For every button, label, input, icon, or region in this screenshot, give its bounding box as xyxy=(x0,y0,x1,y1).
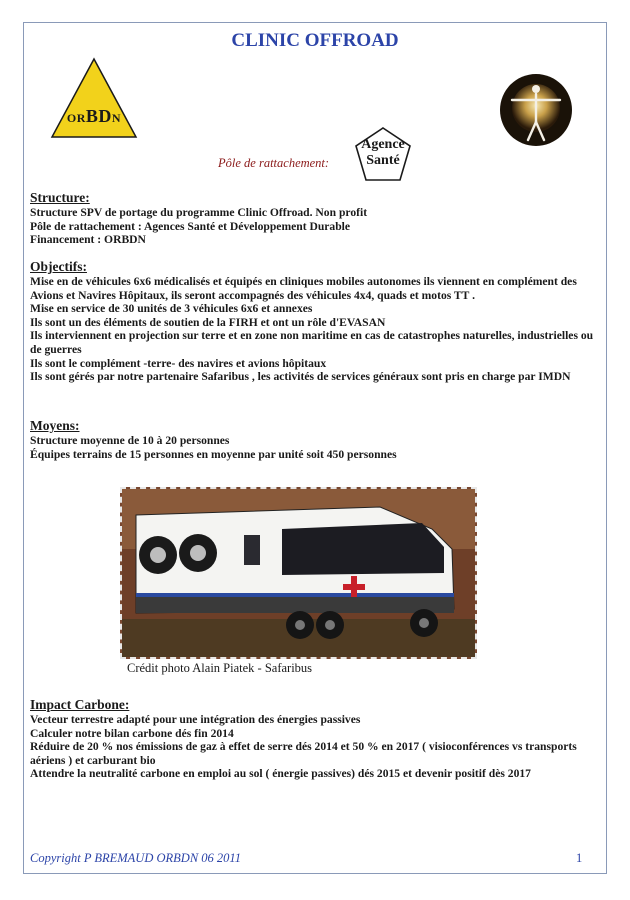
impact-line: Calculer notre bilan carbone dés fin 2014 xyxy=(30,726,234,740)
moyens-section xyxy=(30,418,605,461)
sante-label: Santé xyxy=(366,153,400,168)
agence-sante-text xyxy=(354,137,412,169)
orbdn-logo-text xyxy=(50,106,138,127)
structure-section xyxy=(30,190,605,247)
vitruvian-emblem-logo xyxy=(498,72,574,148)
moyens-line: Équipes terrains de 15 personnes en moyenne par unité soit 450 personnes xyxy=(30,447,397,461)
orbdn-logo-suffix: N xyxy=(111,111,122,125)
impact-line: Attendre la neutralité carbone en emploi au sol ( énergie passives) dés 2015 et devenir positif dès 2017 xyxy=(30,767,531,781)
moyens-heading: Moyens: xyxy=(30,418,80,433)
page-number: 1 xyxy=(576,851,583,865)
medical-truck-illustration xyxy=(122,489,475,657)
structure-line: Structure SPV de portage du programme Clinic Offroad. Non profit xyxy=(30,206,368,219)
pole-rattachement-label: Pôle de rattachement: xyxy=(218,156,330,170)
objectifs-line: Ils sont gérés par notre partenaire Safaribus , les activités de services généraux sont pris en charge par IMDN xyxy=(30,370,571,384)
impact-section xyxy=(30,697,605,781)
impact-heading: Impact Carbone: xyxy=(30,697,130,712)
structure-heading: Structure: xyxy=(30,190,90,205)
structure-line: Financement : ORBDN xyxy=(30,233,146,247)
structure-line: Pôle de rattachement : Agences Santé et Développement Durable xyxy=(30,219,351,233)
orbdn-logo-mid: BD xyxy=(85,106,112,126)
objectifs-heading: Objectifs: xyxy=(30,259,87,274)
objectifs-section xyxy=(30,259,605,384)
objectifs-line: Ils interviennent en projection sur terre et en zone non maritime en cas de catastrophes naturelles, industrielles ou de guerres xyxy=(30,329,594,356)
objectifs-line: Mise en service de 30 unités de 3 véhicules 6x6 et annexes xyxy=(30,302,313,316)
copyright-footer: Copyright P BREMAUD ORBDN 06 2011 xyxy=(30,851,241,865)
agence-label: Agence xyxy=(361,137,405,152)
objectifs-line: Mise en de véhicules 6x6 médicalisés et équipés en cliniques mobiles autonomes ils viennent en complément des Avions et Navires Hôpitaux, ils seront accompagnés des véhicules 4x4, quads et motos TT . xyxy=(30,275,577,302)
orbdn-logo-prefix: OR xyxy=(66,111,86,125)
photo-caption: Crédit photo Alain Piatek - Safaribus xyxy=(127,661,313,675)
objectifs-line: Ils sont le complément -terre- des navires et avions hôpitaux xyxy=(30,356,327,370)
moyens-line: Structure moyenne de 10 à 20 personnes xyxy=(30,434,230,447)
vehicle-photo xyxy=(120,487,477,659)
objectifs-line: Ils sont un des éléments de soutien de la FIRH et ont un rôle d'EVASAN xyxy=(30,315,386,329)
page-title: CLINIC OFFROAD xyxy=(231,30,399,51)
impact-line: Vecteur terrestre adapté pour une intégration des énergies passives xyxy=(30,713,361,726)
impact-line: Réduire de 20 % nos émissions de gaz à effet de serre dés 2014 et 50 % en 2017 ( visioconférences vs transports aériens ) et carburant bio xyxy=(30,740,577,767)
